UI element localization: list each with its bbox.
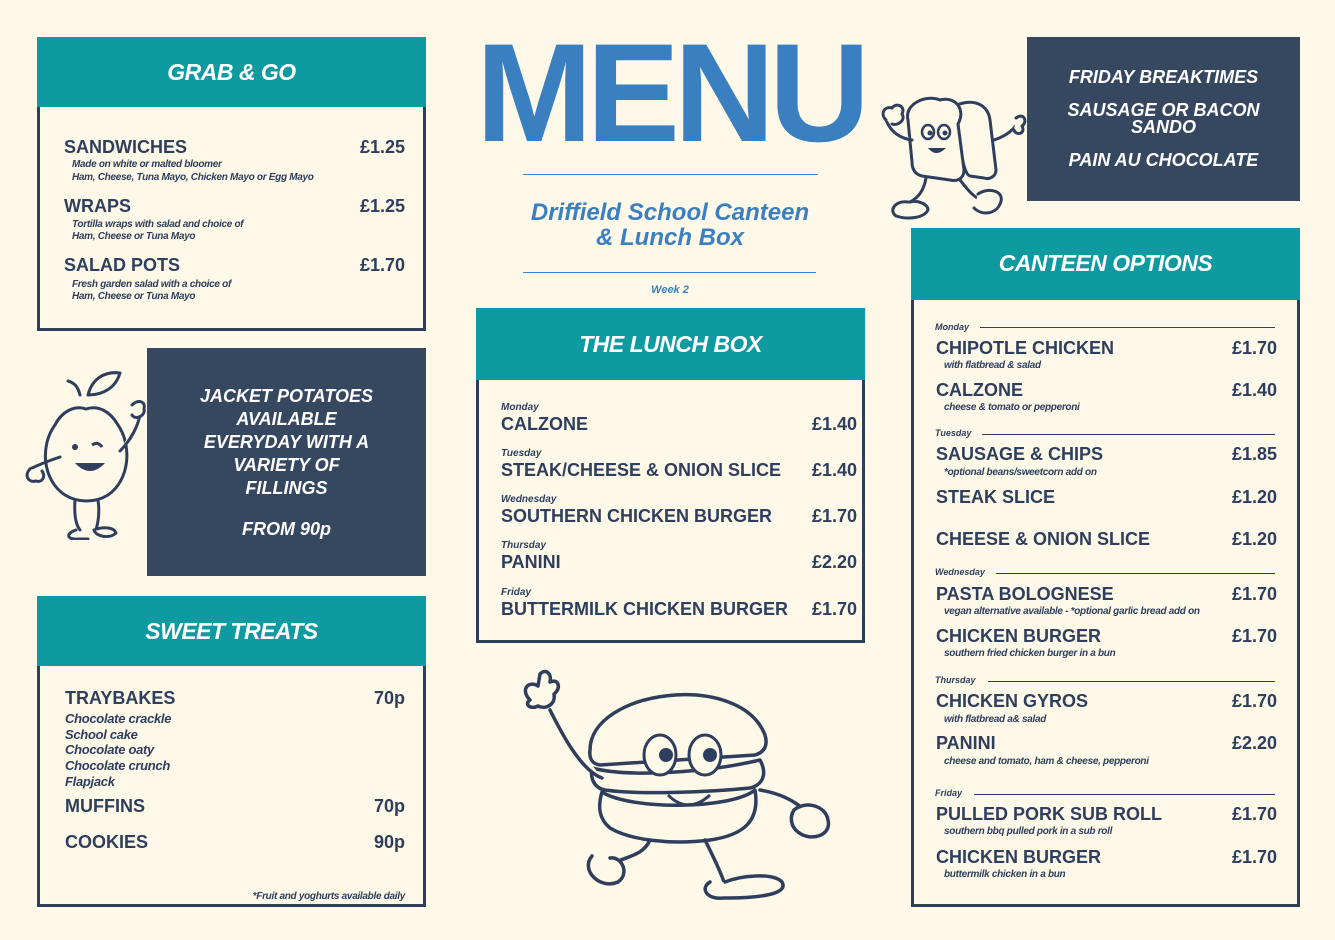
lunch-box-heading: THE LUNCH BOX xyxy=(476,308,865,380)
day-divider xyxy=(980,327,1275,328)
grab-and-go-panel xyxy=(37,37,426,331)
day-divider xyxy=(988,681,1275,682)
day-label: Monday xyxy=(501,402,539,413)
apple-mascot-icon xyxy=(20,365,155,540)
item-price: £2.20 xyxy=(811,552,857,572)
canteen-options-heading: CANTEEN OPTIONS xyxy=(911,228,1300,300)
jacket-potatoes-panel xyxy=(147,348,426,576)
item-description: *optional beans/sweetcorn add on xyxy=(944,467,1097,478)
item-price: £1.70 xyxy=(1231,584,1277,604)
item-description: vegan alternative available - *optional garlic bread add on xyxy=(944,606,1200,617)
friday-heading: FRIDAY BREAKTIMES xyxy=(1068,67,1259,87)
item-description: with flatbread & salad xyxy=(944,360,1041,371)
item-name: WRAPS xyxy=(64,196,131,216)
item-name: SANDWICHES xyxy=(64,137,188,157)
item-price: £1.70 xyxy=(1231,626,1277,646)
item-name: PANINI xyxy=(936,733,996,753)
item-name: CHICKEN BURGER xyxy=(936,847,1102,867)
sandwich-mascot-icon xyxy=(878,90,1028,230)
item-price: £1.25 xyxy=(359,137,405,157)
jacket-line: VARIETY OF xyxy=(233,455,340,475)
item-name: CALZONE xyxy=(501,414,588,434)
jacket-line: EVERYDAY WITH A xyxy=(203,432,370,452)
item-price: £1.85 xyxy=(1231,444,1277,464)
sweet-treats-heading: SWEET TREATS xyxy=(37,596,426,666)
lunch-box-panel xyxy=(476,308,865,643)
item-name: CHICKEN GYROS xyxy=(936,691,1089,711)
subtitle-line: & Lunch Box xyxy=(596,224,744,251)
traybakes-name: TRAYBAKES xyxy=(65,688,176,708)
item-name: STEAK SLICE xyxy=(936,487,1056,507)
item-price: £1.70 xyxy=(1231,691,1277,711)
item-price: £1.25 xyxy=(359,196,405,216)
cookies-name: COOKIES xyxy=(65,832,149,852)
traybake-variety: Chocolate crackle xyxy=(65,711,172,726)
item-name: BUTTERMILK CHICKEN BURGER xyxy=(501,599,788,619)
friday-item: SANDO xyxy=(1130,117,1196,137)
day-label: Tuesday xyxy=(501,448,542,459)
item-name: CHICKEN BURGER xyxy=(936,626,1102,646)
muffins-price: 70p xyxy=(373,796,405,816)
subtitle xyxy=(470,200,870,250)
item-description: Ham, Cheese or Tuna Mayo xyxy=(72,231,196,242)
item-name: CHEESE & ONION SLICE xyxy=(936,529,1151,549)
item-price: £1.70 xyxy=(1231,804,1277,824)
item-name: SOUTHERN CHICKEN BURGER xyxy=(501,506,773,526)
day-label: Monday xyxy=(935,322,970,332)
item-description: Fresh garden salad with a choice of xyxy=(72,279,231,290)
item-price: £1.40 xyxy=(811,414,857,434)
item-description: buttermilk chicken in a bun xyxy=(944,869,1066,880)
day-label: Friday xyxy=(501,587,532,598)
divider xyxy=(523,272,816,273)
jacket-line: AVAILABLE xyxy=(236,409,337,429)
friday-breaktimes-panel xyxy=(1027,37,1300,201)
traybake-variety: Chocolate oaty xyxy=(65,742,154,757)
week-label: Week 2 xyxy=(651,284,689,296)
item-name: PASTA BOLOGNESE xyxy=(936,584,1114,604)
friday-item: PAIN AU CHOCOLATE xyxy=(1068,150,1259,170)
item-description: cheese & tomato or pepperoni xyxy=(944,402,1080,413)
item-name: PULLED PORK SUB ROLL xyxy=(936,804,1163,824)
item-price: £1.70 xyxy=(811,599,857,619)
traybake-variety: School cake xyxy=(65,727,138,742)
item-description: with flatbread a& salad xyxy=(944,714,1047,725)
day-divider xyxy=(974,794,1275,795)
cookies-price: 90p xyxy=(373,832,405,852)
item-price: £1.70 xyxy=(1231,847,1277,867)
item-name: PANINI xyxy=(501,552,561,572)
item-price: £1.20 xyxy=(1231,487,1277,507)
subtitle-line: Driffield School Canteen xyxy=(530,199,810,226)
traybakes-price: 70p xyxy=(373,688,405,708)
muffins-name: MUFFINS xyxy=(65,796,145,816)
day-label: Thursday xyxy=(935,675,976,685)
day-label: Wednesday xyxy=(935,567,985,577)
item-price: £2.20 xyxy=(1231,733,1277,753)
grab-and-go-heading: GRAB & GO xyxy=(37,37,426,107)
day-label: Wednesday xyxy=(501,494,557,505)
traybake-variety: Flapjack xyxy=(65,774,115,789)
item-description: cheese and tomato, ham & cheese, pepperoni xyxy=(944,756,1149,767)
item-name: SALAD POTS xyxy=(64,255,181,275)
friday-item: SAUSAGE OR BACON xyxy=(1067,100,1260,120)
page-title: MENU xyxy=(475,14,865,171)
item-description: Ham, Cheese or Tuna Mayo xyxy=(72,291,196,302)
item-description: southern bbq pulled pork in a sub roll xyxy=(944,826,1113,837)
canteen-options-panel xyxy=(911,228,1300,907)
fruit-note: *Fruit and yoghurts available daily xyxy=(252,891,405,902)
divider xyxy=(523,174,818,175)
day-label: Thursday xyxy=(501,540,547,551)
item-description: Made on white or malted bloomer xyxy=(72,159,222,170)
jacket-line: FILLINGS xyxy=(245,478,328,498)
item-description: Tortilla wraps with salad and choice of xyxy=(72,219,244,230)
item-price: £1.70 xyxy=(811,506,857,526)
item-name: CHIPOTLE CHICKEN xyxy=(936,338,1115,358)
item-name: CALZONE xyxy=(936,380,1023,400)
day-label: Tuesday xyxy=(935,428,972,438)
jacket-price-line: FROM 90p xyxy=(241,519,331,539)
item-description: southern fried chicken burger in a bun xyxy=(944,648,1116,659)
item-name: STEAK/CHEESE & ONION SLICE xyxy=(501,460,782,480)
item-description: Ham, Cheese, Tuna Mayo, Chicken Mayo or Egg Mayo xyxy=(72,172,314,183)
traybake-variety: Chocolate crunch xyxy=(65,758,170,773)
sweet-treats-panel xyxy=(37,596,426,907)
item-price: £1.40 xyxy=(1231,380,1277,400)
jacket-line: JACKET POTATOES xyxy=(199,386,374,406)
item-price: £1.20 xyxy=(1231,529,1277,549)
item-price: £1.70 xyxy=(1231,338,1277,358)
burger-mascot-icon xyxy=(510,660,850,910)
day-divider xyxy=(982,434,1275,435)
item-price: £1.70 xyxy=(359,255,405,275)
item-name: SAUSAGE & CHIPS xyxy=(936,444,1104,464)
day-divider xyxy=(996,573,1275,574)
item-price: £1.40 xyxy=(811,460,857,480)
day-label: Friday xyxy=(935,788,963,798)
